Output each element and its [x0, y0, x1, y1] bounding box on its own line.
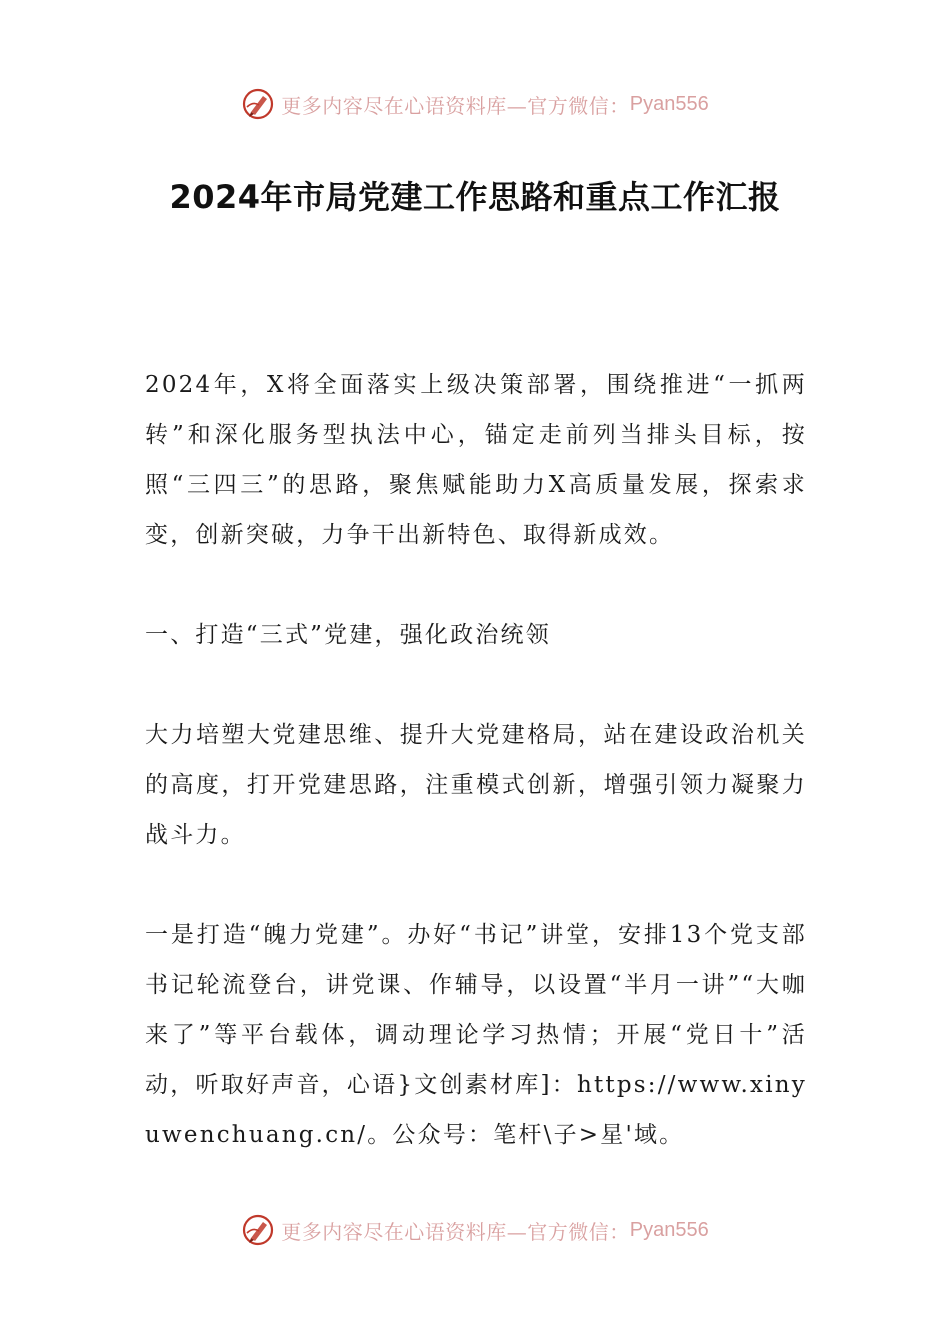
- watermark-wechat-id: Pyan556: [629, 1218, 709, 1241]
- header-watermark: [0, 84, 950, 124]
- watermark-text: 更多内容尽在心语资料库—官方微信：: [281, 93, 630, 118]
- pen-logo-icon: [241, 87, 275, 121]
- paragraph-intro: 2024年，X将全面落实上级决策部署，围绕推进“一抓两转”和深化服务型执法中心，锚定走前列当排头目标，按照“三四三”的思路，聚焦赋能助力X高质量发展，探索求变，创新突破，力争干出新特色、取得新成效。: [145, 372, 807, 548]
- paragraph-section-summary: 大力培塑大党建思维、提升大党建格局，站在建设政治机关的高度，打开党建思路，注重模式创新，增强引领力凝聚力战斗力。: [145, 722, 807, 848]
- pen-logo-icon: [241, 1213, 275, 1247]
- section-heading: 一、打造“三式”党建，强化政治统领: [145, 622, 551, 648]
- paragraph-point-one: 一是打造“魄力党建”。办好“书记”讲堂，安排13个党支部书记轮流登台，讲党课、作辅导，以设置“半月一讲”“大咖来了”等平台载体，调动理论学习热情；开展“党日十”活动，听取好声音，心语}文创素材库]：https://www.xinyuwenchuang.cn/。公众号：笔杆\子>星'域。: [145, 922, 807, 1148]
- document-body: [145, 360, 807, 1160]
- footer-watermark: [0, 1210, 950, 1250]
- watermark-wechat-id: Pyan556: [629, 92, 709, 115]
- document-title: 2024年市局党建工作思路和重点工作汇报: [169, 178, 781, 216]
- watermark-text: 更多内容尽在心语资料库—官方微信：: [281, 1219, 630, 1244]
